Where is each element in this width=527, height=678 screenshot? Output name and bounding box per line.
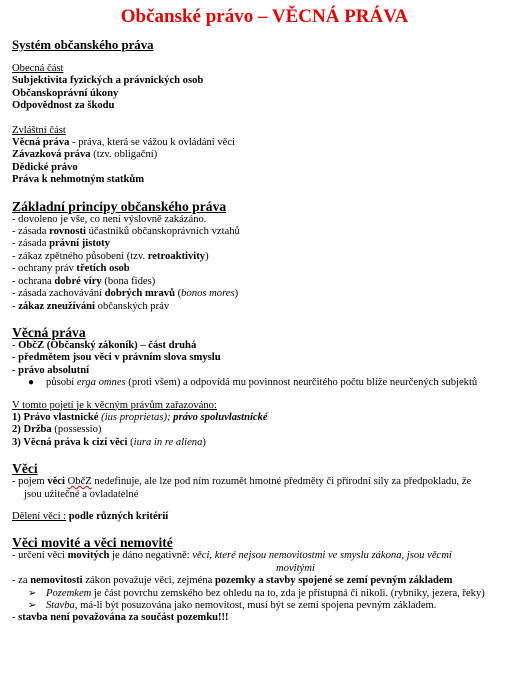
vecna-item: - předmětem jsou věci v právním slova smyslu [12,352,221,364]
special-item-text: - práva, která se vážou k ovládání věci [69,137,235,149]
movite-item: - určení věci movitých je dáno negativně: věci, které nejsou nemovitostmi ve smyslu zákona, jsou věcmi [12,550,452,562]
principle-item: - zásada zachovávání dobrých mravů (bonos mores) [12,288,239,300]
special-item: Dědické právo [12,161,78,173]
veci-definition: - pojem věci ObčZ nedefinuje, ale lze pod ním rozumět hmotné předměty či přírodní síly za předpokladu, že [12,476,472,488]
principles-section [12,199,517,313]
page-title: Občanské právo – VĚCNÁ PRÁVA [120,6,409,27]
special-item [12,137,517,149]
general-item: Subjektivita fyzických a právnických osob [12,75,204,87]
special-item-text: (tzv. obligační) [90,149,158,161]
movite-item-cont: movitými [276,562,315,574]
movite-item: - za nemovitosti zákon považuje věci, zejména pozemky a stavby spojené se zemí pevným základem [12,575,453,587]
principle-item: - zásada rovnosti účastníků občanskoprávních vztahů [12,226,240,238]
vecna-item: - ObčZ (Občanský zákoník) – část druhá [12,339,197,351]
veci-division: Dělení věcí : podle různých kritérií [12,510,169,522]
arrow-text: Pozemkem je část povrchu zemského bez ohledu na to, zda je přístupná či nikoli. (rybníky, jezera, řeky) [46,587,485,599]
movite-section [12,535,517,624]
principle-item: - zákaz zneužívání občanských práv [12,300,170,312]
arrow-item [12,588,517,600]
vecna-heading: Věcná práva [12,324,86,340]
special-item [12,149,517,161]
special-item-bold: Závazková práva [12,149,91,161]
principle-item: - ochrany práv třetích osob [12,263,130,275]
movite-item: - stavba není považována za součást pozemku!!! [12,612,229,624]
bullet-text: působí erga omnes (proti všem) a odpovídá mu povinnost neurčitého počtu blíže neurčených subjektů [46,377,478,389]
principle-item: - dovoleno je vše, co není výslovně zakázáno. [12,213,207,225]
principle-item: - ochrana dobré víry (bona fides) [12,275,156,287]
veci-heading: Věci [12,461,38,477]
arrow-text: Stavba, má-li být posuzována jako nemovitost, musí být se zemí spojena pevným základem. [46,600,437,611]
principle-item: - zásada právní jistoty [12,238,110,250]
special-item: Práva k nehmotným statkům [12,174,145,186]
vecna-type: 2) Držba (possessio) [12,424,102,436]
general-part-label: Obecná část [12,63,64,74]
system-heading: Systém občanského práva [12,38,154,52]
vecna-type: 3) Věcná práva k cizí věci (iura in re aliena) [12,436,206,448]
principle-item: - zákaz zpětného působení (tzv. retroaktivity) [12,250,209,262]
principles-heading: Základní principy občanského práva [12,198,227,214]
vecna-type: 1) Právo vlastnické (ius proprietas); právo spoluvlastnické [12,411,268,423]
arrow-icon: ➢ [28,587,37,599]
vecna-section [12,325,517,449]
special-item-bold: Věcná práva [12,137,70,149]
arrow-icon: ➢ [28,600,37,611]
arrow-item [12,600,517,612]
system-section [12,38,517,187]
bullet-item [12,377,517,389]
special-part-label: Zvláštní část [12,124,66,136]
veci-definition-cont: jsou užitečné a ovladatelné [24,488,139,500]
veci-section [12,461,517,523]
movite-heading: Věci movité a věci nemovité [12,535,173,551]
vecna-intro: V tomto pojetí je k věcným právům zařazováno: [12,399,217,411]
general-item: Občanskoprávní úkony [12,87,119,99]
vecna-item: - právo absolutní [12,364,90,376]
general-item: Odpovědnost za škodu [12,100,115,112]
bullet-icon: ● [28,377,35,389]
